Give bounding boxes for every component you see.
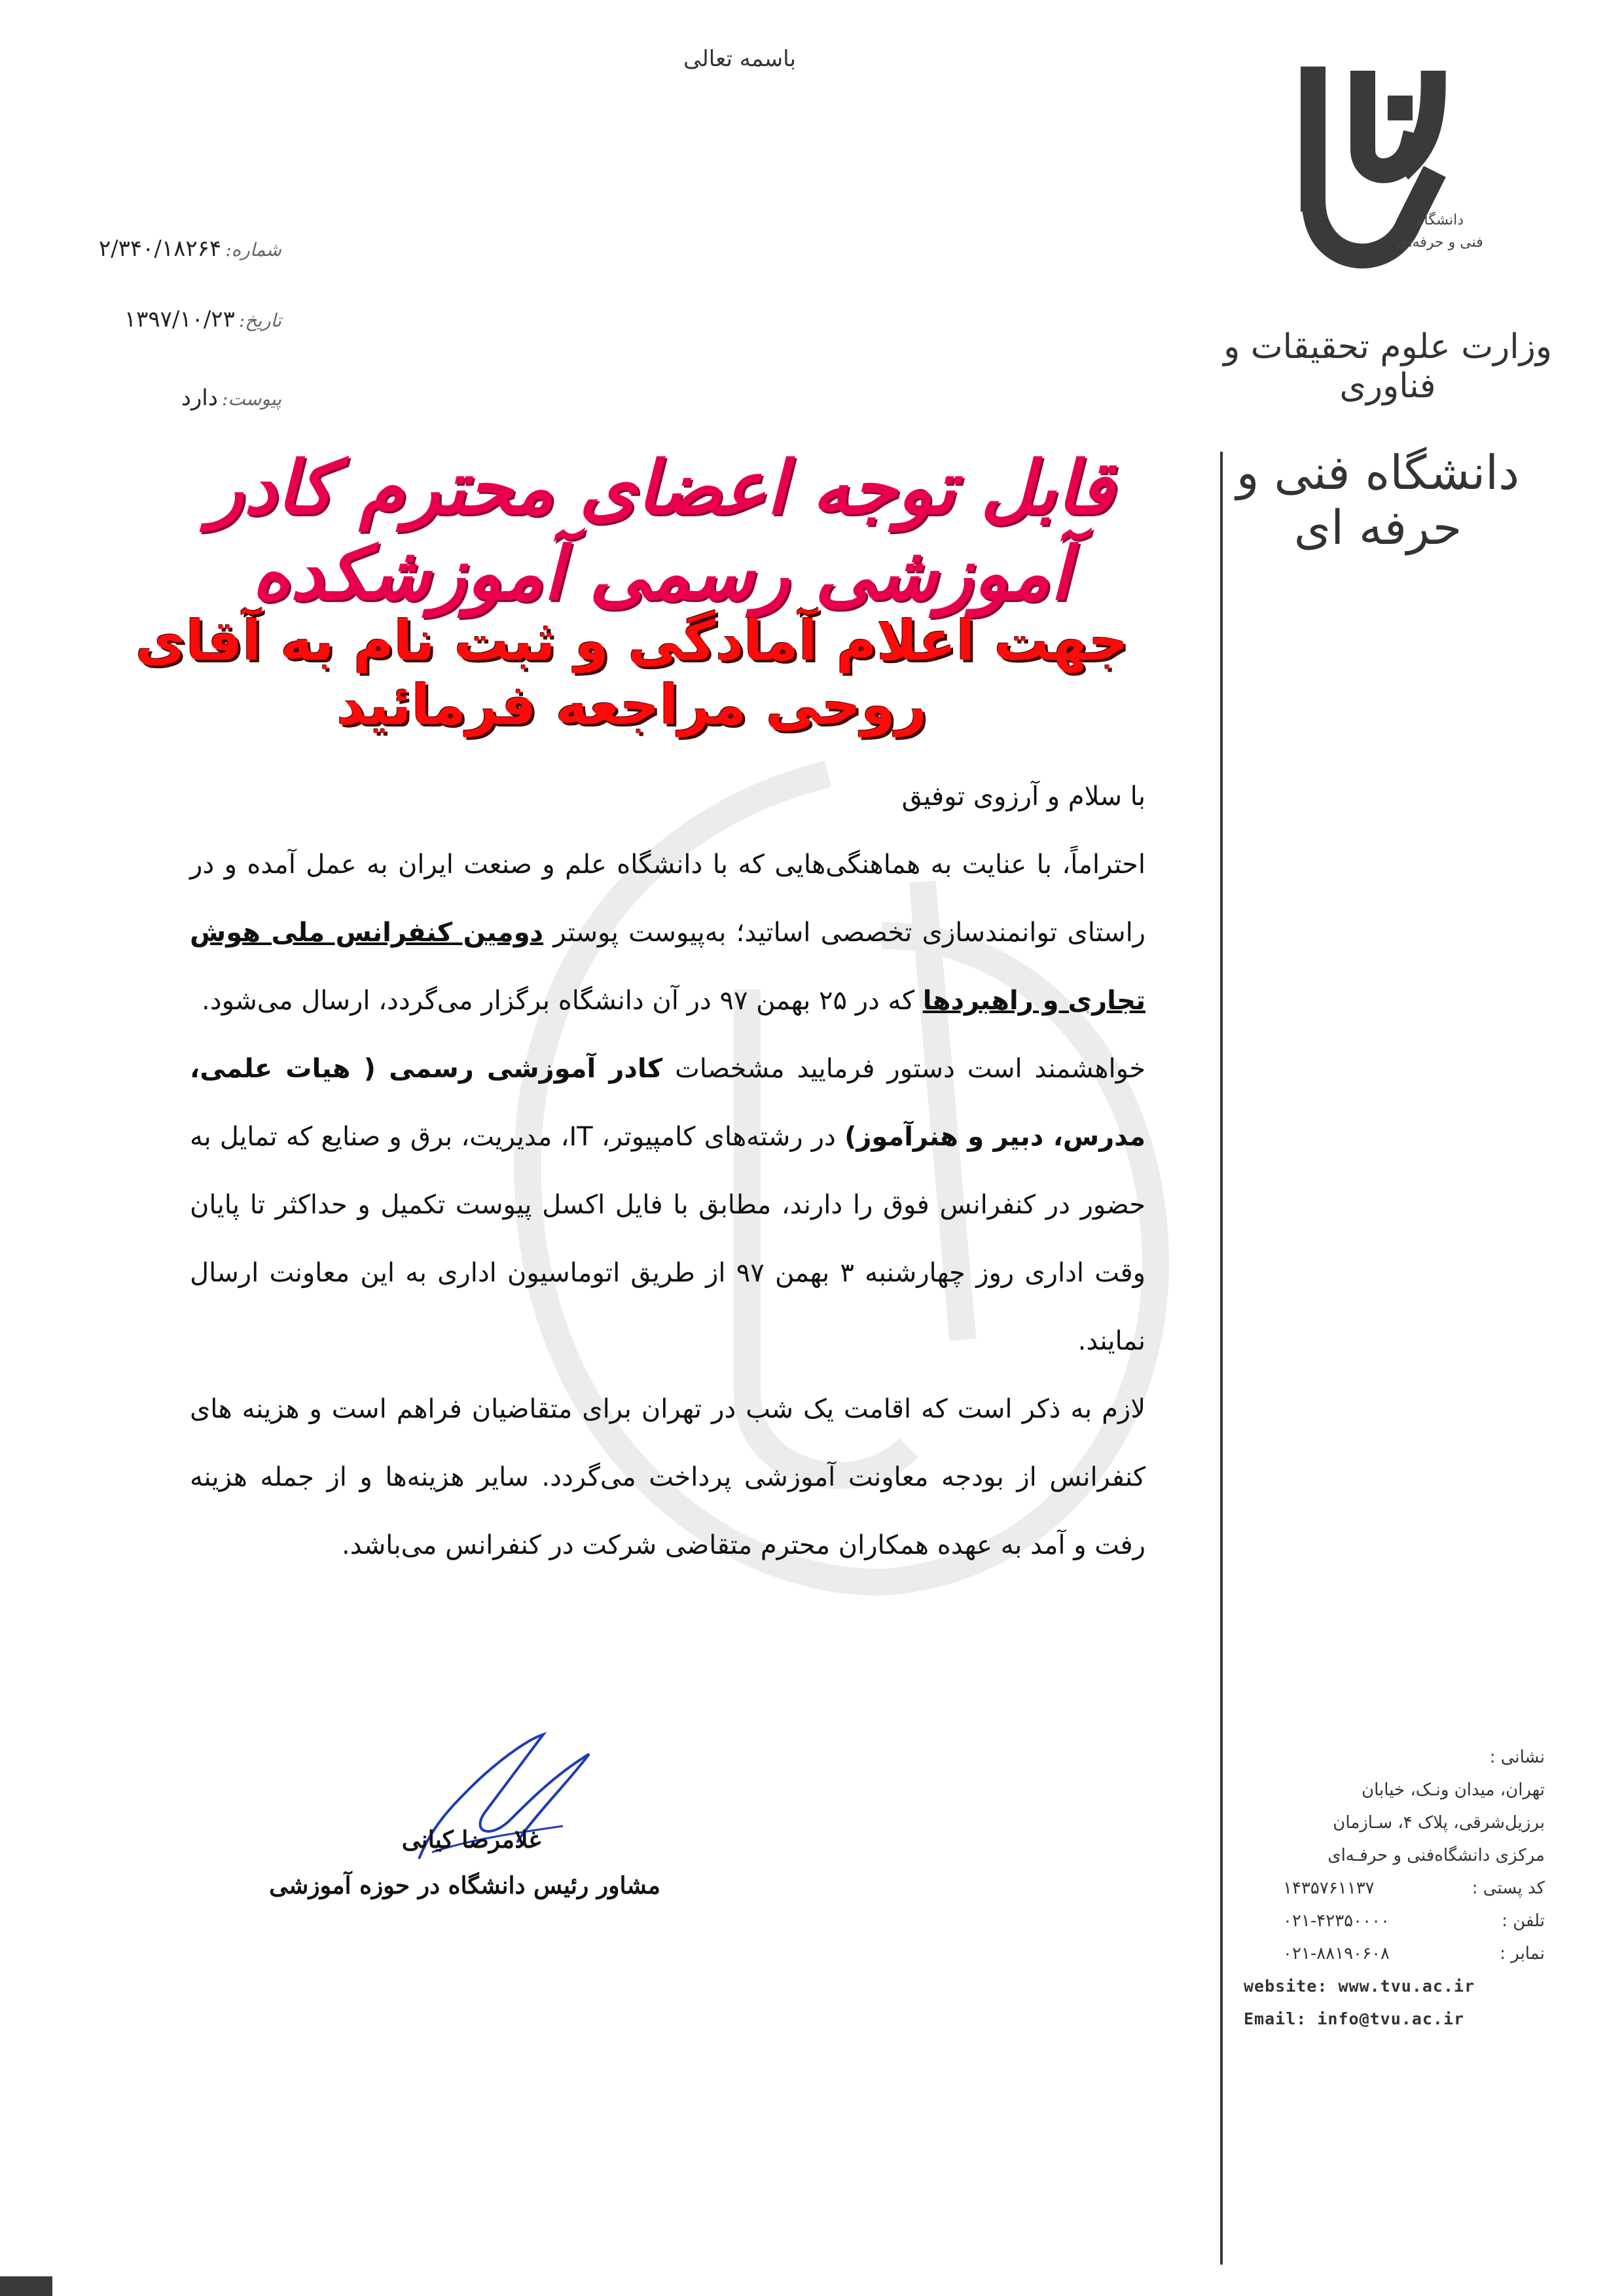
address-block [1244, 1741, 1545, 2036]
logo-caption-line1: دانشگاه [1416, 212, 1464, 228]
fax-value: ۰۲۱-۸۸۱۹۰۶۰۸ [1283, 1944, 1390, 1964]
letter-attachment-value: دارد [181, 385, 218, 411]
letter-number-label: شماره: [225, 239, 281, 260]
postal-code-value: ۱۴۳۵۷۶۱۱۳۷ [1283, 1878, 1375, 1898]
letter-date-label: تاریخ: [238, 310, 281, 331]
headline-notice: قابل توجه اعضای محترم کادر آموزشی رسمی آموزشکده [208, 445, 1114, 617]
address-line-2: برزیل‌شرقی، پلاک ۴، سـازمان [1333, 1813, 1545, 1833]
signer-name: غلامرضا کیانی [401, 1826, 541, 1854]
letter-date [65, 306, 281, 332]
logo-caption [1375, 209, 1506, 254]
paragraph-1-start: احتراماً، با عنایت به هماهنگی‌هایی که با دانشگاه علم و صنعت ایران به عمل آمده و در راستای توانمندسازی تخصصی اساتید؛ به‌پیوست پوستر [190, 850, 1146, 948]
headline-instruction: جهت اعلام آمادگی و ثبت نام به آقای روحی مراجعه فرمائید [135, 609, 1128, 737]
letter-date-value: ۱۳۹۷/۱۰/۲۳ [124, 306, 235, 332]
corner-watermark-tag [0, 2276, 52, 2296]
university-name: دانشگاه فنی و حرفه ای [1236, 445, 1520, 555]
letter-number [65, 236, 281, 262]
paragraph-2 [190, 1035, 1146, 1375]
letter-attachment [65, 385, 281, 411]
phone-label: تلفن : [1502, 1911, 1545, 1931]
phone-value: ۰۲۱-۴۲۳۵۰۰۰۰ [1283, 1911, 1390, 1931]
basmala: باسمه تعالی [683, 46, 796, 72]
postal-code [1283, 1872, 1545, 1905]
postal-code-label: کد پستی : [1471, 1878, 1545, 1898]
letter-attachment-label: پیوست: [221, 388, 281, 410]
paragraph-2-end: در رشته‌های کامپیوتر، IT، مدیریت، برق و صنایع که تمایل به حضور در کنفرانس فوق را دارند، مطابق با فایل اکسل پیوست تکمیل و حداکثر تا پایان وقت اداری روز چهارشنبه ۳ بهمن ۹۷ از طریق اتوماسیون اداری به این معاونت ارسال نمایند. [190, 1122, 1146, 1356]
fax [1283, 1937, 1545, 1970]
paragraph-3: لازم به ذکر است که اقامت یک شب در تهران برای متقاضیان فراهم است و هزینه های کنفرانس از بودجه معاونت آموزشی پرداخت می‌گردد. سایر هزینه‌ها و از جمله هزینه رفت و آمد به عهده همکاران محترم متقاضی شرکت در کنفرانس می‌باشد. [190, 1394, 1146, 1560]
staff-categories: کادر آموزشی رسمی ( هیات علمی، مدرس، دبیر و هنرآموز) [190, 1054, 1146, 1152]
website: website: www.tvu.ac.ir [1244, 1977, 1475, 1996]
ministry-name: وزارت علوم تحقیقات و فناوری [1223, 327, 1552, 406]
vertical-divider [1220, 452, 1223, 2265]
greeting: با سلام و آرزوی توفیق [901, 781, 1146, 812]
paragraph-1-end: که در ۲۵ بهمن ۹۷ در آن دانشگاه برگزار می‌گردد، ارسال می‌شود. [202, 986, 923, 1016]
handwritten-signature [393, 1728, 609, 1878]
address-line-3: مرکزی دانشگاه‌فنی و حرفـه‌ای [1327, 1846, 1545, 1865]
conference-name: دومین کنفرانس ملی هوش تجاری و راهبردها [190, 918, 1146, 1016]
signer-title: مشاور رئیس دانشگاه در حوزه آموزشی [269, 1872, 660, 1899]
letter-body [190, 762, 1146, 1579]
fax-label: نمابر : [1500, 1944, 1545, 1964]
logo-caption-line2: فنی و حرفه‌ای [1397, 234, 1483, 251]
university-logo [1263, 46, 1512, 295]
letter-number-value: ۲/۳۴۰/۱۸۲۶۴ [98, 236, 222, 262]
address-label: نشانی : [1489, 1748, 1545, 1767]
paragraph-1 [190, 831, 1146, 1035]
phone [1283, 1905, 1545, 1937]
email: Email: info@tvu.ac.ir [1244, 2009, 1465, 2028]
paragraph-2-start: خواهشمند است دستور فرمایید مشخصات [662, 1054, 1146, 1084]
address-line-1: تهران، میدان ونـک، خیابان [1362, 1780, 1545, 1800]
